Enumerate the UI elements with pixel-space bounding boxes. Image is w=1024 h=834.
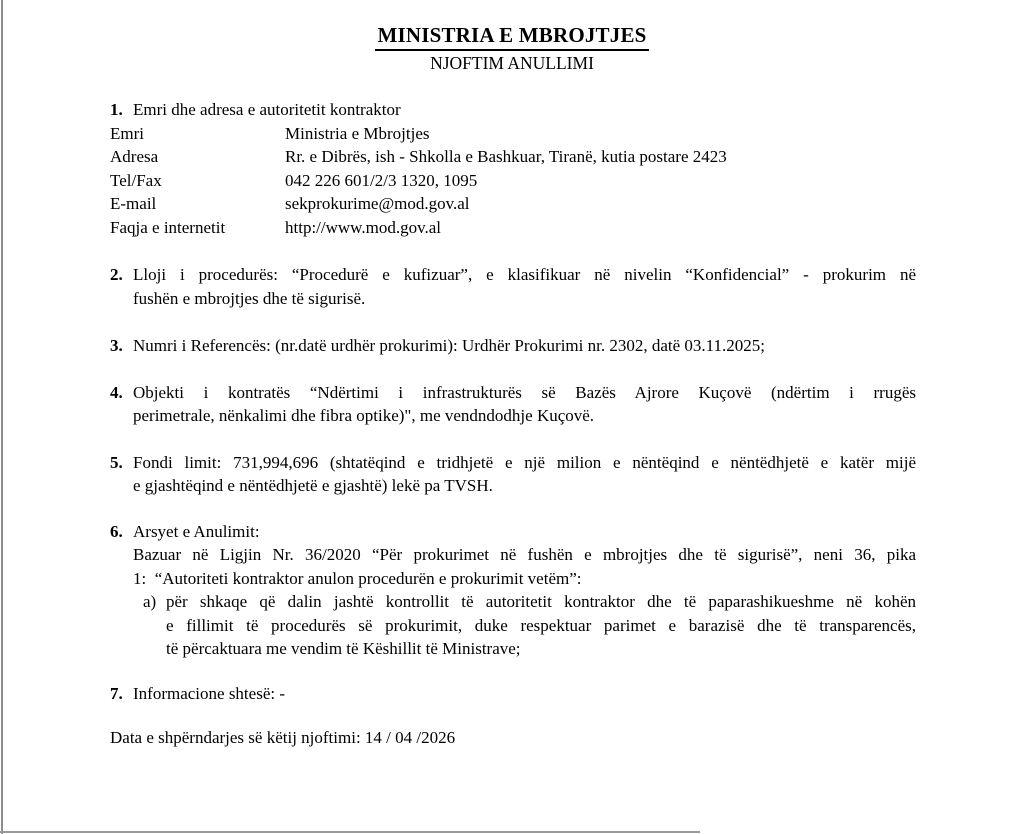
section-5 xyxy=(110,451,916,498)
subitem-a-line-3: të përcaktuara me vendim të Këshillit të Ministrave; xyxy=(166,639,521,658)
section-5-number: 5. xyxy=(110,452,123,472)
contact-label-email: E-mail xyxy=(110,194,157,213)
contact-label-telfax: Tel/Fax xyxy=(110,170,162,190)
distribution-date-line: Data e shpërndarjes së këtij njoftimi: 14 / 04 /2026 xyxy=(110,728,456,747)
document-header xyxy=(0,22,1024,75)
contact-label-adresa: Adresa xyxy=(110,147,159,166)
section-6-text xyxy=(133,520,916,661)
subitem-a-line-2: e fillimit të procedurës së prokurimit, duke respektuar parimet e barazisë dhe të transparencës, xyxy=(166,615,916,635)
contact-label-emri: Emri xyxy=(110,123,144,143)
section-5-line-2: e gjashtëqind e nëntëdhjetë e gjashtë) lekë pa TVSH. xyxy=(133,476,493,495)
section-1 xyxy=(110,98,916,122)
section-6-subitem-a xyxy=(143,590,916,661)
contact-row-adresa xyxy=(110,145,916,169)
contact-value-adresa: Rr. e Dibrës, ish - Shkolla e Bashkuar, Tiranë, kutia postare 2423 xyxy=(285,147,727,166)
section-4-number: 4. xyxy=(110,382,123,402)
section-1-number: 1. xyxy=(110,100,123,119)
section-4 xyxy=(110,381,916,428)
subitem-a-text xyxy=(166,590,916,661)
section-4-line-2: perimetrale, nënkalimi dhe fibra optike)", me vendndodhje Kuçovë. xyxy=(133,406,595,425)
contact-value-emri: Ministria e Mbrojtjes xyxy=(285,123,430,143)
section-2-line-1: Lloji i procedurës: “Procedurë e kufizuar”, e klasifikuar në nivelin “Konfidencial” - prokurim në xyxy=(133,265,916,284)
bottom-edge-line xyxy=(0,831,700,833)
contact-row-telfax xyxy=(110,169,916,193)
contact-row-email xyxy=(110,192,916,216)
section-4-text xyxy=(133,381,916,428)
section-3 xyxy=(110,334,916,358)
doc-title: MINISTRIA E MBROJTJES xyxy=(375,22,648,51)
contact-value-telfax: 042 226 601/2/3 1320, 1095 xyxy=(285,170,478,190)
section-6 xyxy=(110,520,916,661)
section-4-line-1: Objekti i kontratës “Ndërtimi i infrastrukturës së Bazës Ajrore Kuçovë (ndërtim i rrugës xyxy=(133,382,916,402)
section-6-line-1: Bazuar në Ligjin Nr. 36/2020 “Për prokurimet në fushën e mbrojtjes dhe të sigurisë”, neni 36, pika xyxy=(133,545,916,564)
contact-rows xyxy=(110,122,916,240)
section-6-line-2: 1: “Autoriteti kontraktor anulon procedurën e prokurimit vetëm”: xyxy=(133,568,582,588)
section-6-heading: Arsyet e Anulimit: xyxy=(133,521,260,541)
section-7-number: 7. xyxy=(110,683,123,703)
section-7 xyxy=(110,682,916,706)
section-3-text xyxy=(133,334,916,358)
subitem-a-marker: a) xyxy=(143,592,157,611)
contact-value-website: http://www.mod.gov.al xyxy=(285,217,441,237)
left-edge-line xyxy=(1,0,3,834)
section-3-line-1: Numri i Referencës: (nr.datë urdhër prokurimi): Urdhër Prokurimi nr. 2302, datë 03.11.2025; xyxy=(133,336,765,355)
section-2 xyxy=(110,263,916,310)
contact-row-emri xyxy=(110,122,916,146)
section-3-number: 3. xyxy=(110,336,123,355)
section-2-line-2: fushën e mbrojtjes dhe të sigurisë. xyxy=(133,288,366,308)
contact-label-website: Faqja e internetit xyxy=(110,217,226,237)
document-body xyxy=(110,98,916,750)
contact-value-email: sekprokurime@mod.gov.al xyxy=(285,194,470,213)
section-2-number: 2. xyxy=(110,265,123,284)
contact-row-website xyxy=(110,216,916,240)
section-7-text: Informacione shtesë: - xyxy=(133,683,285,703)
section-5-text xyxy=(133,451,916,498)
section-5-line-1: Fondi limit: 731,994,696 (shtatëqind e tridhjetë e një milion e nëntëqind e nëntëdhjetë e katër mijë xyxy=(133,452,916,472)
subitem-a-line-1: për shkaqe që dalin jashtë kontrollit të autoritetit kontraktor dhe të paparashikueshme në kohën xyxy=(166,592,916,611)
section-1-heading: Emri dhe adresa e autoritetit kontraktor xyxy=(133,100,401,119)
section-2-text xyxy=(133,263,916,310)
doc-subtitle: NJOFTIM ANULLIMI xyxy=(430,53,594,73)
section-6-number: 6. xyxy=(110,521,123,541)
